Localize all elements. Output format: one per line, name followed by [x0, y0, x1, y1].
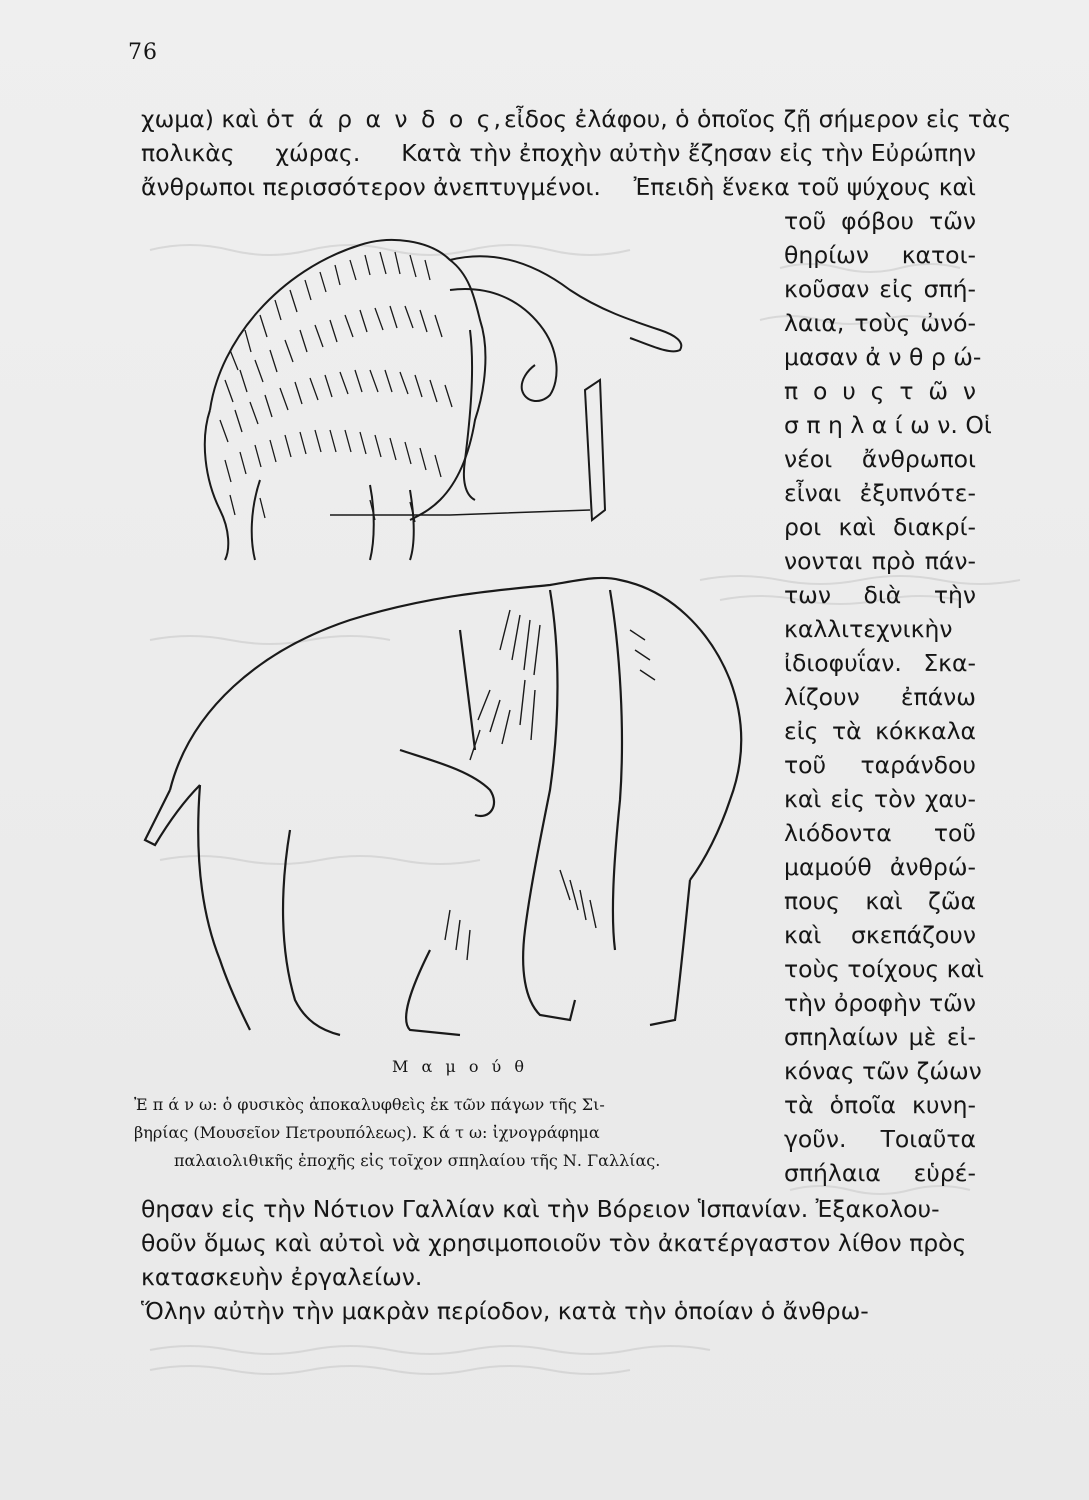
side-line: σ π η λ α ί ω ν. Οἱ: [784, 411, 992, 439]
side-line: μασαν ἀ ν θ ρ ώ-: [784, 343, 982, 371]
body-line: θοῦν ὅμως καὶ αὐτοὶ νὰ χρησιμοποιοῦν τὸν ἀκατέργαστον λίθον πρὸς: [141, 1229, 967, 1257]
side-line: ἰδιοφυΐαν. Σκα-: [784, 649, 976, 677]
body-line: θησαν εἰς τὴν Νότιον Γαλλίαν καὶ τὴν Βόρειον Ἱσπανίαν. Ἐξακολου-: [141, 1195, 940, 1223]
side-line: ροι καὶ διακρί-: [784, 513, 976, 541]
cave-drawing-mammoth: [145, 578, 741, 1035]
side-line: τοὺς τοίχους καὶ: [784, 955, 984, 983]
side-line: κόνας τῶν ζώων: [784, 1057, 982, 1085]
side-line: τοῦ φόβου τῶν: [784, 207, 976, 235]
body-line: Ὅλην αὐτὴν τὴν μακρὰν περίοδον, κατὰ τὴν ὁποίαν ὁ ἄνθρω-: [141, 1297, 869, 1325]
side-line: σπήλαια εὑρέ-: [784, 1159, 976, 1187]
side-line: τὰ ὁποῖα κυνη-: [784, 1091, 976, 1119]
body-line-text: εἶδος ἐλάφου, ὁ ὁποῖος ζῇ σήμερον εἰς τὰς: [503, 105, 1012, 133]
body-line-text: ἄνθρωποι περισσότερον ἀνεπτυγμένοι.: [141, 173, 601, 201]
side-line: λίζουν ἐπάνω: [784, 683, 976, 711]
body-line-text: Κατὰ τὴν ἐποχὴν αὐτὴν ἔζησαν εἰς τὴν Εὐρώπην: [401, 139, 976, 167]
body-line: [141, 105, 1012, 133]
page-number: 76: [128, 40, 158, 65]
side-line: λαια, τοὺς ὠνό-: [784, 309, 976, 337]
figure-caption-line: βηρίας (Μουσεῖον Πετρουπόλεως). Κ ά τ ω: ἰχνογράφημα: [134, 1123, 600, 1142]
body-line: κατασκευὴν ἐργαλείων.: [141, 1263, 423, 1291]
side-line: καὶ σκεπάζουν: [784, 921, 976, 949]
body-line-text: χώρας.: [275, 139, 361, 167]
body-line: [141, 139, 976, 167]
side-line: λιόδοντα τοῦ: [784, 819, 976, 847]
figure-caption-line: παλαιολιθικῆς ἐποχῆς εἰς τοῖχον σπηλαίου τῆς Ν. Γαλλίας.: [174, 1151, 661, 1170]
figure-caption-title: Μ α μ ο ύ θ: [391, 1057, 528, 1076]
side-line: τοῦ ταράνδου: [784, 751, 976, 779]
body-line-text: πολικὰς: [141, 139, 235, 167]
side-line: νέοι ἄνθρωποι: [784, 445, 976, 473]
mammoth-specimen-drawing: [205, 240, 682, 560]
side-line: νονται πρὸ πάν-: [784, 547, 976, 575]
side-line: τὴν ὀροφὴν τῶν: [784, 989, 976, 1017]
side-line: κοῦσαν εἰς σπή-: [784, 275, 976, 303]
side-line: πους καὶ ζῶα: [784, 887, 976, 915]
side-line: θηρίων κατοι-: [784, 241, 976, 269]
side-line: π ο υ ς τ ῶ ν: [784, 377, 976, 405]
body-line-emphasis: τ ά ρ α ν δ ο ς,: [280, 105, 504, 133]
side-line: μαμούθ ἀνθρώ-: [784, 853, 976, 881]
side-line: καλλιτεχνικὴν: [784, 615, 953, 643]
figure-caption-line: Ἐ π ά ν ω: ὁ φυσικὸς ἀποκαλυφθεὶς ἐκ τῶν πάγων τῆς Σι-: [134, 1095, 605, 1114]
body-line-text: Ἐπειδὴ ἕνεκα τοῦ ψύχους καὶ: [633, 173, 976, 201]
side-line: εἶναι ἐξυπνότε-: [784, 479, 976, 507]
body-line: [141, 173, 976, 201]
side-line: εἰς τὰ κόκκαλα: [784, 717, 976, 745]
body-line-text: χωμα) καὶ ὁ: [141, 105, 281, 133]
mammoth-illustration: [130, 230, 770, 1050]
side-line: σπηλαίων μὲ εἰ-: [784, 1023, 976, 1051]
side-line: γοῦν. Τοιαῦτα: [784, 1125, 976, 1153]
side-line: καὶ εἰς τὸν χαυ-: [784, 785, 976, 813]
side-line: των διὰ τὴν: [784, 581, 976, 609]
